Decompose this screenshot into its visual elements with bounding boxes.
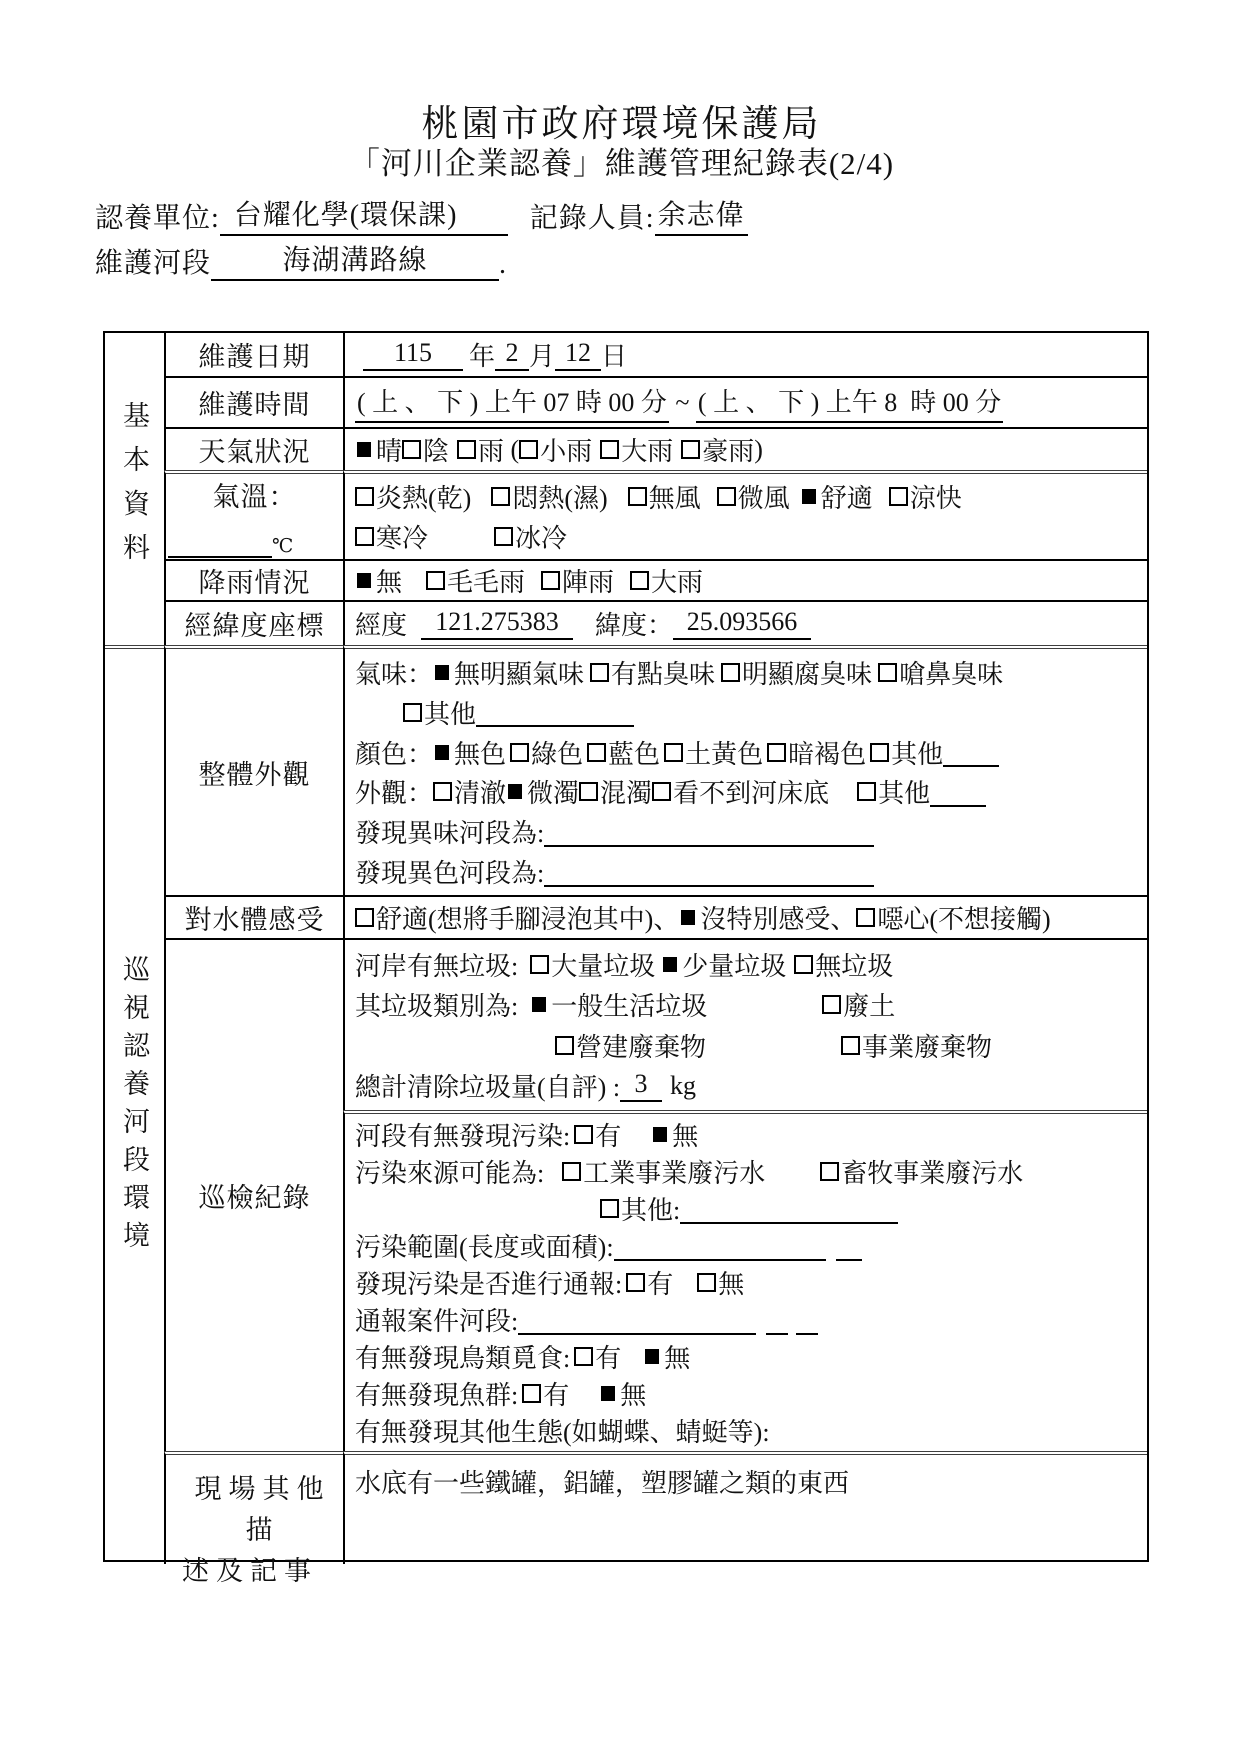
checkbox-unchecked[interactable] [433, 782, 452, 801]
checkbox-option [433, 654, 584, 691]
static-text: 顏色： [355, 739, 434, 769]
checkbox-unchecked[interactable] [857, 782, 876, 801]
adopt-unit-line [95, 193, 1148, 236]
checkbox-unchecked[interactable] [355, 487, 374, 506]
checkbox-option [579, 773, 652, 810]
checkbox-option [856, 899, 1050, 936]
empty-blank-field[interactable] [680, 1194, 898, 1224]
checkbox-option [506, 773, 579, 810]
checkbox-option [697, 1264, 744, 1301]
recorder-label: 記錄人員: [529, 203, 655, 234]
option-label: 無垃圾 [815, 951, 894, 981]
label-water-feel: 對水體感受 [164, 895, 343, 938]
option-label: 有 [595, 1122, 622, 1151]
option-label: 無 [376, 568, 403, 597]
garbage-type-line2 [355, 1027, 1143, 1064]
checkbox-option [491, 478, 607, 515]
checkbox-unchecked[interactable] [494, 527, 513, 546]
checkbox-checked[interactable] [601, 1386, 615, 1401]
checkbox-unchecked[interactable] [587, 743, 606, 762]
checkbox-option [599, 1375, 646, 1412]
odor-segment-line [355, 813, 1143, 850]
checkbox-unchecked[interactable] [491, 487, 510, 506]
option-label: 畜牧事業廢污水 [841, 1159, 1024, 1188]
empty-blank-field[interactable] [943, 737, 999, 767]
pollution-source-other-line [355, 1190, 1143, 1227]
checkbox-unchecked[interactable] [600, 1199, 619, 1218]
record-table [103, 331, 1149, 1586]
checkbox-option [822, 986, 895, 1023]
river-line-period: . [499, 249, 508, 280]
checkbox-unchecked[interactable] [820, 1162, 839, 1181]
checkbox-option [794, 946, 893, 983]
option-label: 無明顯氣味 [454, 659, 585, 689]
checkbox-unchecked[interactable] [541, 571, 560, 590]
checkbox-unchecked[interactable] [555, 1036, 574, 1055]
option-label: 無 [620, 1381, 647, 1410]
option-label: 其他: [621, 1196, 681, 1225]
static-text: 總計清除垃圾量(自評) : [355, 1073, 621, 1103]
option-label: 豪雨 [702, 437, 755, 466]
checkbox-checked[interactable] [357, 573, 371, 588]
checkbox-unchecked[interactable] [822, 995, 841, 1014]
option-label: 一般生活垃圾 [551, 992, 708, 1022]
other-ecology-line [355, 1412, 1143, 1449]
static-text: 有無發現魚群: [355, 1381, 519, 1410]
checkbox-option [433, 734, 506, 771]
maintenance-date-value [343, 333, 1147, 376]
garbage-type-line1 [355, 986, 1143, 1023]
pollution-extent-line [355, 1227, 1143, 1264]
checkbox-option [600, 431, 673, 468]
checkbox-unchecked[interactable] [562, 1162, 581, 1181]
checkbox-unchecked[interactable] [355, 527, 374, 546]
checkbox-option [541, 562, 614, 599]
filled-blank-field[interactable]: 121.275383 [421, 607, 573, 640]
empty-blank-field[interactable] [544, 817, 874, 847]
checkbox-option [530, 986, 707, 1023]
checkbox-option [889, 478, 962, 515]
empty-blank-field[interactable] [930, 777, 986, 807]
empty-blank-field[interactable] [476, 697, 634, 727]
color-options-line [355, 734, 1143, 771]
option-label: 有點臭味 [611, 659, 716, 689]
group-basic-info [105, 333, 164, 645]
static-text: 污染來源可能為: [355, 1159, 545, 1188]
temperature-options [343, 470, 1147, 559]
checkbox-unchecked[interactable] [402, 440, 421, 459]
fish-school-line [355, 1375, 1143, 1412]
static-text: 日 [601, 342, 628, 371]
checkbox-option [870, 734, 943, 771]
option-label: 沒特別感受 [700, 905, 831, 934]
checkbox-option [355, 431, 402, 468]
option-label: 工業事業廢污水 [583, 1159, 766, 1188]
site-notes-label-line2: 述及記事 [182, 1556, 318, 1586]
checkbox-unchecked[interactable] [574, 1347, 593, 1366]
site-notes-label-line1: 現場其他描 [194, 1474, 331, 1545]
checkbox-option [651, 1116, 698, 1153]
checkbox-unchecked[interactable] [889, 487, 908, 506]
underlined-filled-text[interactable]: ( 上 、 下 ) 上午 07 時 00 分 [355, 382, 669, 423]
checkbox-option [457, 431, 504, 468]
checkbox-checked[interactable] [653, 1127, 667, 1142]
checkbox-option [519, 431, 592, 468]
riverbank-garbage-line [355, 946, 1143, 983]
group-patrol-environment [105, 645, 164, 1564]
label-patrol-record: 巡檢紀錄 [164, 938, 343, 1451]
option-label: 有 [543, 1381, 570, 1410]
option-label: 無色 [454, 739, 507, 769]
option-label: 無 [672, 1122, 699, 1151]
option-label: 有 [647, 1270, 674, 1299]
filled-blank-field[interactable]: 25.093566 [673, 607, 811, 640]
checkbox-option [574, 1116, 621, 1153]
label-maintenance-date: 維護日期 [164, 333, 343, 376]
checkbox-checked[interactable] [435, 665, 449, 680]
page-title: 桃園市政府環境保護局 [421, 104, 822, 145]
temperature-label-text: 氣溫： [212, 482, 297, 512]
checkbox-option [643, 1338, 690, 1375]
adopt-unit-label: 認養單位: [95, 203, 220, 234]
checkbox-option [355, 518, 428, 555]
temperature-blank-line [166, 528, 343, 558]
label-weather: 天氣狀況 [164, 427, 343, 470]
option-label: 其他 [891, 739, 944, 769]
checkbox-option [628, 478, 701, 515]
checkbox-checked[interactable] [663, 957, 677, 972]
group-patrol-environment-label: 巡視認養河段環境 [119, 954, 149, 1259]
checkbox-option [426, 562, 525, 599]
checkbox-option [530, 946, 655, 983]
checkbox-checked[interactable] [508, 784, 522, 799]
option-label: 微風 [737, 484, 790, 514]
underlined-filled-text[interactable]: ( 上 、 下 ) 上午 8 時 00 分 [696, 382, 1003, 423]
odor-options-line [355, 654, 1143, 691]
bird-foraging-line [355, 1338, 1143, 1375]
checkbox-option [626, 1264, 673, 1301]
static-text: kg [670, 1070, 697, 1100]
checkbox-option [574, 1338, 621, 1375]
checkbox-option [355, 478, 471, 515]
static-text: 發現污染是否進行通報: [355, 1270, 623, 1299]
water-feel-options [343, 895, 1147, 938]
color-segment-line [355, 853, 1143, 890]
checkbox-option [717, 478, 790, 515]
checkbox-option [878, 654, 1003, 691]
static-text: 有無發現鳥類覓食: [355, 1344, 571, 1373]
option-label: 藍色 [608, 739, 661, 769]
checkbox-checked[interactable] [802, 489, 816, 504]
checkbox-option [767, 734, 866, 771]
checkbox-option [841, 1027, 992, 1064]
static-text: ) [754, 434, 763, 464]
checkbox-option [355, 899, 653, 936]
checkbox-unchecked[interactable] [628, 487, 647, 506]
checkbox-unchecked[interactable] [403, 703, 422, 722]
option-label: 冰冷 [515, 523, 568, 553]
maintenance-time-value [343, 376, 1147, 427]
odor-other-line [355, 694, 1143, 731]
label-temperature [164, 470, 343, 559]
checkbox-option [600, 1190, 680, 1227]
adopt-unit-field[interactable]: 台耀化學(環保課) [220, 200, 508, 236]
checkbox-option [857, 773, 930, 810]
option-label: 事業廢棄物 [862, 1032, 993, 1062]
weather-options [343, 427, 1147, 470]
checkbox-checked[interactable] [435, 745, 449, 760]
checkbox-unchecked[interactable] [590, 663, 609, 682]
group-basic-info-label: 基本資料 [119, 401, 149, 577]
static-text: 氣味： [355, 659, 434, 689]
label-rainfall: 降雨情況 [164, 559, 343, 600]
label-overall-appearance: 整體外觀 [164, 645, 343, 895]
option-label: 陣雨 [562, 568, 615, 597]
checkbox-unchecked[interactable] [870, 743, 889, 762]
checkbox-unchecked[interactable] [652, 782, 671, 801]
filled-blank-field[interactable]: 12 [555, 338, 601, 371]
static-text: 、 [653, 905, 680, 934]
option-label: 寒冷 [376, 523, 429, 553]
static-text: 污染範圍(長度或面積): [355, 1233, 614, 1262]
empty-blank-field[interactable] [518, 1305, 756, 1335]
checkbox-option [820, 1153, 1023, 1190]
empty-blank-field[interactable] [836, 1231, 862, 1261]
option-label: 小雨 [540, 437, 593, 466]
river-section-line [95, 241, 1148, 281]
checkbox-option [494, 518, 567, 555]
checkbox-unchecked[interactable] [519, 440, 538, 459]
option-label: 混濁 [600, 779, 653, 809]
checkbox-option [721, 654, 872, 691]
temperature-options-line2 [355, 518, 1143, 555]
river-section-label: 維護河段 [95, 248, 212, 279]
static-text: 河岸有無垃圾: [355, 951, 519, 981]
static-text: 通報案件河段: [355, 1307, 519, 1336]
checkbox-checked[interactable] [645, 1349, 659, 1364]
static-text: 有無發現其他生態(如蝴蝶、蜻蜓等): [355, 1418, 770, 1447]
static-text: ℃ [272, 536, 295, 557]
report-case-segment-line [355, 1301, 1143, 1338]
checkbox-option [587, 734, 660, 771]
checkbox-option [652, 773, 829, 810]
clarity-options-line [355, 773, 1143, 810]
checkbox-unchecked[interactable] [355, 908, 374, 927]
overall-appearance-content [343, 645, 1147, 895]
pollution-found-line [355, 1116, 1143, 1153]
static-text: 、 [830, 905, 857, 934]
option-label: 微濁 [527, 779, 580, 809]
option-label: 舒適 [820, 484, 873, 514]
static-text: ~ [668, 387, 696, 417]
option-label: 無風 [648, 484, 701, 514]
checkbox-unchecked[interactable] [522, 1384, 541, 1403]
static-text: 年 [469, 342, 496, 371]
checkbox-unchecked[interactable] [697, 1273, 716, 1292]
checkbox-checked[interactable] [357, 442, 371, 457]
pollution-report-line [355, 1264, 1143, 1301]
static-text: 發現異味河段為: [355, 819, 545, 849]
checkbox-option [355, 562, 402, 599]
option-label: 看不到河床底 [673, 779, 830, 809]
checkbox-option [562, 1153, 765, 1190]
checkbox-unchecked[interactable] [681, 440, 700, 459]
checkbox-unchecked[interactable] [841, 1036, 860, 1055]
option-label: 大雨 [651, 568, 704, 597]
option-label: 涼快 [909, 484, 962, 514]
checkbox-option [402, 431, 449, 468]
page-subtitle: 「河川企業認養」維護管理紀錄表(2/4) [348, 146, 895, 181]
label-coordinates: 經緯度座標 [164, 600, 343, 645]
option-label: 其他 [878, 779, 931, 809]
static-text: 其垃圾類別為: [355, 992, 519, 1022]
option-label: 炎熱(乾) [376, 484, 472, 514]
checkbox-unchecked[interactable] [457, 440, 476, 459]
empty-blank-field[interactable] [168, 528, 272, 558]
option-label: 毛毛雨 [447, 568, 526, 597]
checkbox-unchecked[interactable] [856, 908, 875, 927]
checkbox-option [403, 694, 476, 731]
checkbox-option [510, 734, 583, 771]
empty-blank-field[interactable] [614, 1231, 826, 1261]
checkbox-option [664, 734, 763, 771]
checkbox-unchecked[interactable] [794, 955, 813, 974]
checkbox-unchecked[interactable] [767, 743, 786, 762]
temperature-options-line1 [355, 478, 1143, 515]
option-label: 明顯腐臭味 [742, 659, 873, 689]
garbage-total-line [355, 1067, 1143, 1104]
option-label: 大量垃圾 [551, 951, 656, 981]
static-text: ( [504, 434, 520, 464]
option-label: 嗆鼻臭味 [899, 659, 1004, 689]
option-label: 悶熱(濕) [512, 484, 608, 514]
checkbox-option [590, 654, 715, 691]
option-label: 有 [595, 1344, 622, 1373]
checkbox-option [555, 1027, 706, 1064]
empty-blank-field[interactable] [544, 857, 874, 887]
checkbox-unchecked[interactable] [579, 782, 598, 801]
static-text: 緯度： [595, 611, 674, 640]
option-label: 晴 [376, 437, 403, 466]
option-label: 舒適(想將手腳浸泡其中) [376, 905, 654, 934]
checkbox-unchecked[interactable] [626, 1273, 645, 1292]
option-label: 大雨 [621, 437, 674, 466]
river-section-field[interactable]: 海湖溝路線 [211, 245, 499, 281]
rainfall-options [343, 559, 1147, 600]
option-label: 廢土 [843, 992, 896, 1022]
checkbox-unchecked[interactable] [664, 743, 683, 762]
site-notes-value[interactable]: 水底有一些鐵罐，鋁罐，塑膠罐之類的東西 [343, 1451, 1147, 1564]
coordinates-value [343, 600, 1147, 645]
label-maintenance-time: 維護時間 [164, 376, 343, 427]
checkbox-option [681, 431, 754, 468]
option-label: 清澈 [454, 779, 507, 809]
option-label: 少量垃圾 [682, 951, 787, 981]
option-label: 暗褐色 [788, 739, 867, 769]
static-text: 發現異色河段為: [355, 859, 545, 889]
checkbox-option [679, 899, 830, 936]
pollution-record-content [343, 1110, 1147, 1451]
option-label: 其他 [424, 699, 477, 729]
option-label: 無 [718, 1270, 745, 1299]
option-label: 噁心(不想接觸) [877, 905, 1051, 934]
pollution-source-line [355, 1153, 1143, 1190]
checkbox-unchecked[interactable] [878, 663, 897, 682]
option-label: 綠色 [531, 739, 584, 769]
checkbox-option [630, 562, 703, 599]
option-label: 雨 [478, 437, 505, 466]
empty-blank-field[interactable] [796, 1305, 818, 1335]
checkbox-checked[interactable] [532, 997, 546, 1012]
checkbox-option [522, 1375, 569, 1412]
checkbox-checked[interactable] [681, 910, 695, 925]
checkbox-unchecked[interactable] [721, 663, 740, 682]
option-label: 無 [664, 1344, 691, 1373]
filled-blank-field[interactable]: 3 [620, 1069, 662, 1102]
checkbox-unchecked[interactable] [600, 440, 619, 459]
checkbox-option [433, 773, 506, 810]
static-text: 月 [529, 342, 556, 371]
option-label: 陰 [423, 437, 450, 466]
static-text: 河段有無發現污染: [355, 1122, 571, 1151]
checkbox-option [800, 478, 873, 515]
checkbox-unchecked[interactable] [426, 571, 445, 590]
checkbox-unchecked[interactable] [574, 1125, 593, 1144]
garbage-record-content [343, 938, 1147, 1110]
checkbox-unchecked[interactable] [717, 487, 736, 506]
checkbox-unchecked[interactable] [630, 571, 649, 590]
empty-blank-field[interactable] [766, 1305, 788, 1335]
static-text: 經度 [355, 611, 408, 640]
recorder-field[interactable]: 余志偉 [655, 193, 748, 236]
checkbox-unchecked[interactable] [530, 955, 549, 974]
option-label: 營建廢棄物 [576, 1032, 707, 1062]
static-text: 外觀： [355, 779, 434, 809]
label-site-other-notes [164, 1451, 343, 1586]
checkbox-unchecked[interactable] [510, 743, 529, 762]
filled-blank-field[interactable]: 115 [363, 338, 463, 371]
filled-blank-field[interactable]: 2 [495, 338, 529, 371]
checkbox-option [661, 946, 786, 983]
option-label: 土黃色 [685, 739, 764, 769]
